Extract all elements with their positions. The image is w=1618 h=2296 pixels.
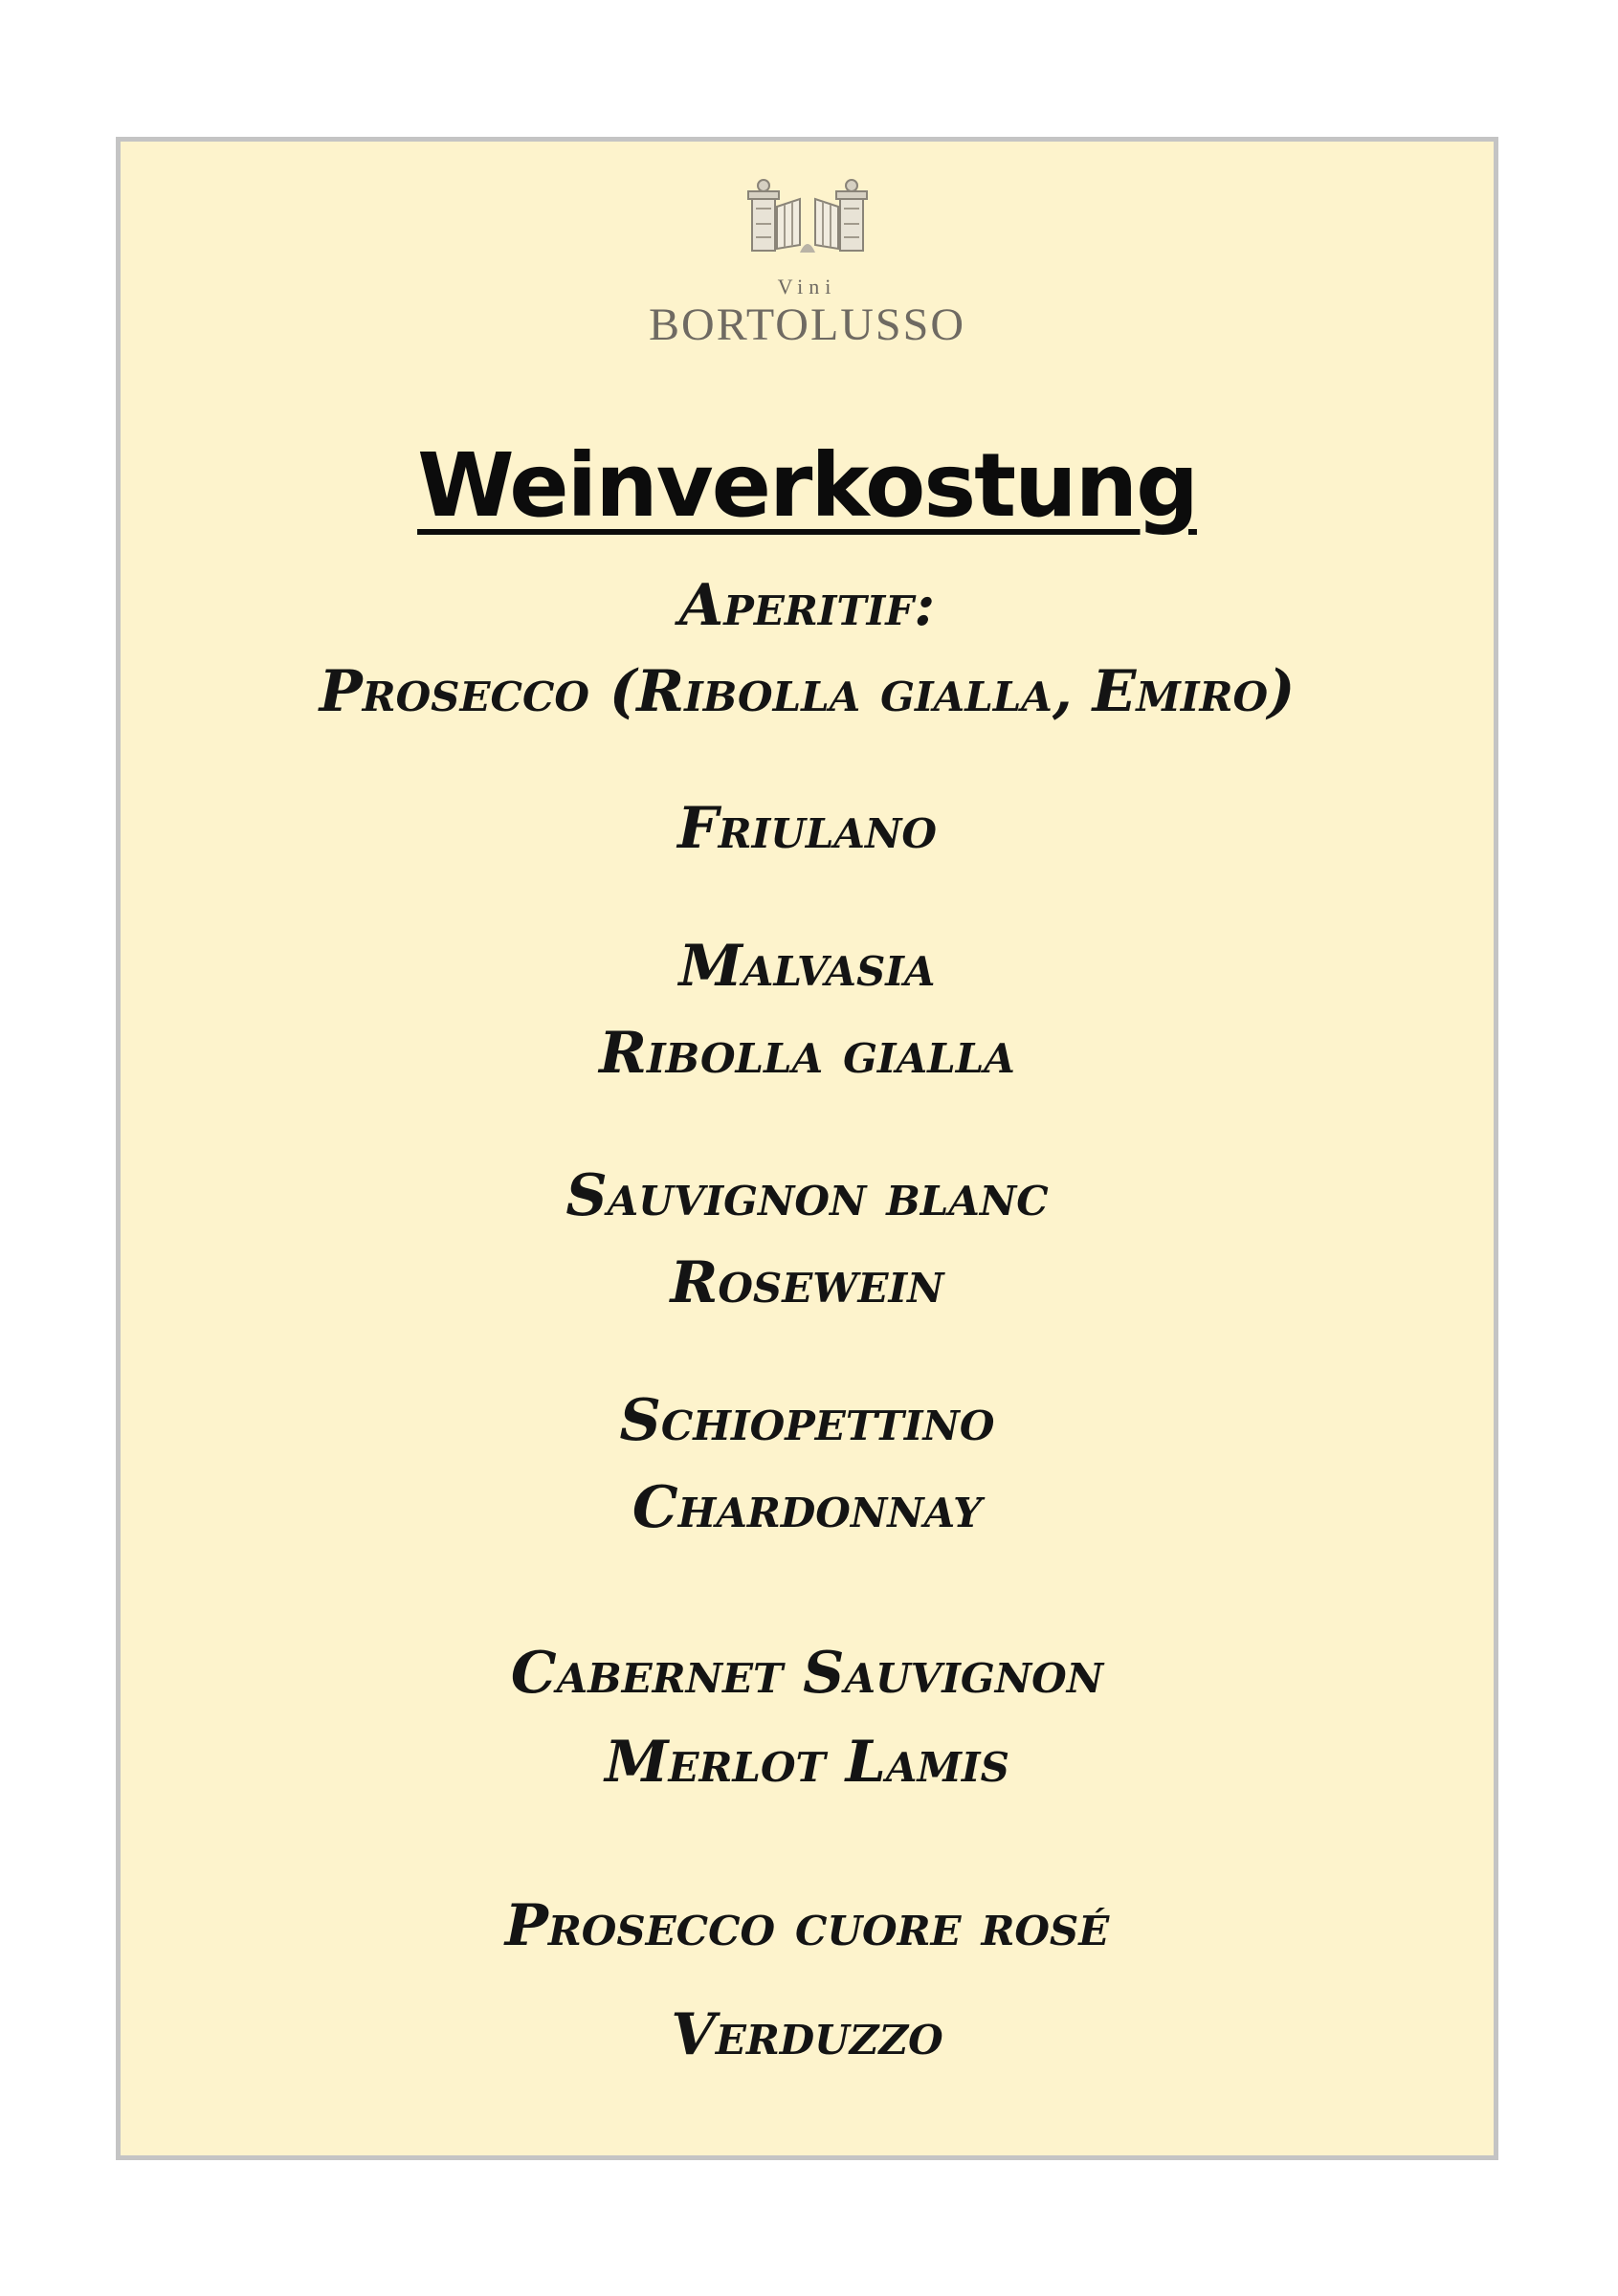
wine-item: Sauvignon blanc: [565, 1162, 1049, 1229]
wine-item: Prosecco cuore rosé: [504, 1892, 1110, 1959]
wine-item: Malvasia: [678, 933, 936, 1000]
wine-item: Rosewein: [670, 1249, 944, 1316]
page-title: Weinverkostung: [417, 434, 1197, 537]
gate-icon: [741, 178, 875, 254]
wine-item: Merlot Lamis: [605, 1729, 1009, 1796]
menu-sheet: [116, 137, 1498, 2160]
wine-item: Schiopettino: [619, 1387, 995, 1454]
logo-brand: BORTOLUSSO: [649, 299, 965, 350]
wine-item: Verduzzo: [671, 2001, 943, 2068]
wine-item: Friulano: [677, 795, 937, 862]
wine-item: Chardonnay: [632, 1474, 983, 1541]
wine-item: Prosecco (Ribolla gialla, Emiro): [319, 658, 1296, 725]
wine-item: Cabernet Sauvignon: [510, 1640, 1104, 1707]
wine-item-aperitif-heading: Aperitif:: [678, 572, 936, 639]
winery-logo: [121, 178, 1494, 350]
logo-subtitle: Vini: [777, 275, 837, 298]
wine-item: Ribolla gialla: [599, 1020, 1015, 1087]
